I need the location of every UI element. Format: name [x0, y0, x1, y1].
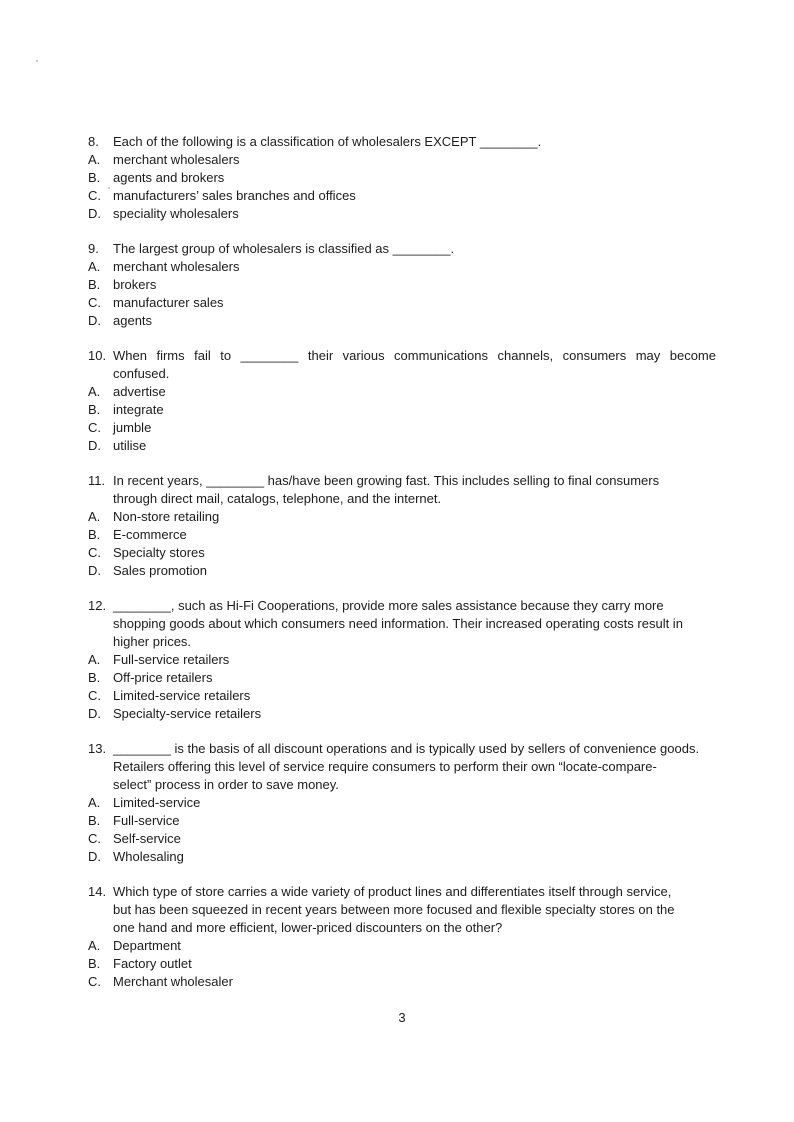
- option-letter: B.: [88, 170, 101, 185]
- option-list: [88, 508, 716, 580]
- option-text: advertise: [113, 384, 166, 399]
- question-line: higher prices.: [113, 634, 192, 649]
- option-text: jumble: [113, 420, 152, 435]
- question-text: [88, 472, 716, 508]
- option-letter: A.: [88, 384, 101, 399]
- option-text: Self-service: [113, 831, 181, 846]
- option-letter: A.: [88, 152, 101, 167]
- question-line: shopping goods about which consumers need information. Their increased operating costs result in: [113, 616, 683, 631]
- option-list: [88, 258, 716, 330]
- question-block: [88, 472, 716, 580]
- option-list: [88, 383, 716, 455]
- option-letter: A.: [88, 938, 101, 953]
- option-text: Sales promotion: [113, 563, 207, 578]
- question-block: [88, 597, 716, 723]
- question-block: [88, 133, 716, 223]
- question-block: [88, 240, 716, 330]
- option-letter: B.: [88, 670, 101, 685]
- option-letter: B.: [88, 402, 101, 417]
- question-line: one hand and more efficient, lower-priced discounters on the other?: [113, 920, 503, 935]
- option-letter: C.: [88, 974, 101, 989]
- option-text: agents and brokers: [113, 170, 225, 185]
- option-text: Merchant wholesaler: [113, 974, 233, 989]
- question-text: [88, 740, 716, 794]
- question-line: through direct mail, catalogs, telephone, and the internet.: [113, 491, 442, 506]
- question-line: Which type of store carries a wide variety of product lines and differentiates itself through service,: [113, 884, 672, 899]
- option-letter: B.: [88, 277, 101, 292]
- option-text: merchant wholesalers: [113, 152, 240, 167]
- option-text: agents: [113, 313, 153, 328]
- question-number: 11.: [88, 473, 106, 488]
- option-list: [88, 151, 716, 223]
- option-list: [88, 937, 716, 991]
- question-number: 10.: [88, 348, 107, 363]
- option-text: integrate: [113, 402, 164, 417]
- question-number: 13.: [88, 741, 107, 756]
- option-text: Department: [113, 938, 181, 953]
- question-line: Retailers offering this level of service require consumers to perform their own “locate-compare-: [113, 759, 657, 774]
- option-text: Limited-service: [113, 795, 201, 810]
- option-text: Non-store retailing: [113, 509, 220, 524]
- question-block: [88, 740, 716, 866]
- question-number: 9.: [88, 241, 99, 256]
- option-text: Off-price retailers: [113, 670, 213, 685]
- option-text: Specialty stores: [113, 545, 205, 560]
- question-text: [88, 597, 716, 651]
- option-text: Factory outlet: [113, 956, 192, 971]
- option-letter: C.: [88, 688, 101, 703]
- question-text: [88, 240, 716, 258]
- question-block: [88, 883, 716, 991]
- option-letter: D.: [88, 563, 101, 578]
- question-line: ________, such as Hi-Fi Cooperations, provide more sales assistance because they carry more: [113, 598, 664, 613]
- question-line: In recent years, ________ has/have been growing fast. This includes selling to final consumers: [113, 473, 660, 488]
- option-letter: D.: [88, 706, 101, 721]
- scan-speck: [36, 60, 38, 62]
- question-text: [88, 347, 716, 383]
- option-list: [88, 794, 716, 866]
- option-letter: B.: [88, 956, 101, 971]
- option-letter: C.: [88, 295, 101, 310]
- option-letter: B.: [88, 813, 101, 828]
- option-text: Limited-service retailers: [113, 688, 251, 703]
- scan-speck: [108, 187, 110, 189]
- question-line: select” process in order to save money.: [113, 777, 339, 792]
- option-list: [88, 651, 716, 723]
- question-list: [88, 133, 716, 991]
- option-letter: B.: [88, 527, 101, 542]
- question-line: ________ is the basis of all discount operations and is typically used by sellers of convenience goods.: [113, 741, 700, 756]
- question-line: confused.: [113, 366, 170, 381]
- option-letter: C.: [88, 188, 101, 203]
- option-text: brokers: [113, 277, 157, 292]
- question-text: [88, 883, 716, 937]
- option-text: utilise: [113, 438, 147, 453]
- option-text: Specialty-service retailers: [113, 706, 262, 721]
- question-number: 8.: [88, 134, 99, 149]
- option-letter: C.: [88, 545, 101, 560]
- option-letter: A.: [88, 259, 101, 274]
- option-text: Full-service retailers: [113, 652, 230, 667]
- option-text: manufacturers’ sales branches and offices: [113, 188, 356, 203]
- option-letter: D.: [88, 438, 101, 453]
- question-line: When firms fail to ________ their various communications channels, consumers may become: [113, 348, 716, 363]
- option-letter: D.: [88, 313, 101, 328]
- option-letter: A.: [88, 509, 101, 524]
- option-text: Full-service: [113, 813, 180, 828]
- question-number: 14.: [88, 884, 107, 899]
- option-letter: A.: [88, 652, 101, 667]
- option-letter: C.: [88, 831, 101, 846]
- question-text: [88, 133, 716, 151]
- option-text: merchant wholesalers: [113, 259, 240, 274]
- question-number: 12.: [88, 598, 107, 613]
- page-number: 3: [398, 1010, 406, 1025]
- option-text: Wholesaling: [113, 849, 184, 864]
- question-line: but has been squeezed in recent years between more focused and flexible specialty stores on the: [113, 902, 675, 917]
- option-text: speciality wholesalers: [113, 206, 239, 221]
- option-letter: C.: [88, 420, 101, 435]
- option-letter: D.: [88, 849, 101, 864]
- question-line: The largest group of wholesalers is classified as ________.: [113, 241, 455, 256]
- question-block: [88, 347, 716, 455]
- question-line: Each of the following is a classification of wholesalers EXCEPT ________.: [113, 134, 542, 149]
- option-text: E-commerce: [113, 527, 187, 542]
- option-text: manufacturer sales: [113, 295, 224, 310]
- option-letter: D.: [88, 206, 101, 221]
- option-letter: A.: [88, 795, 101, 810]
